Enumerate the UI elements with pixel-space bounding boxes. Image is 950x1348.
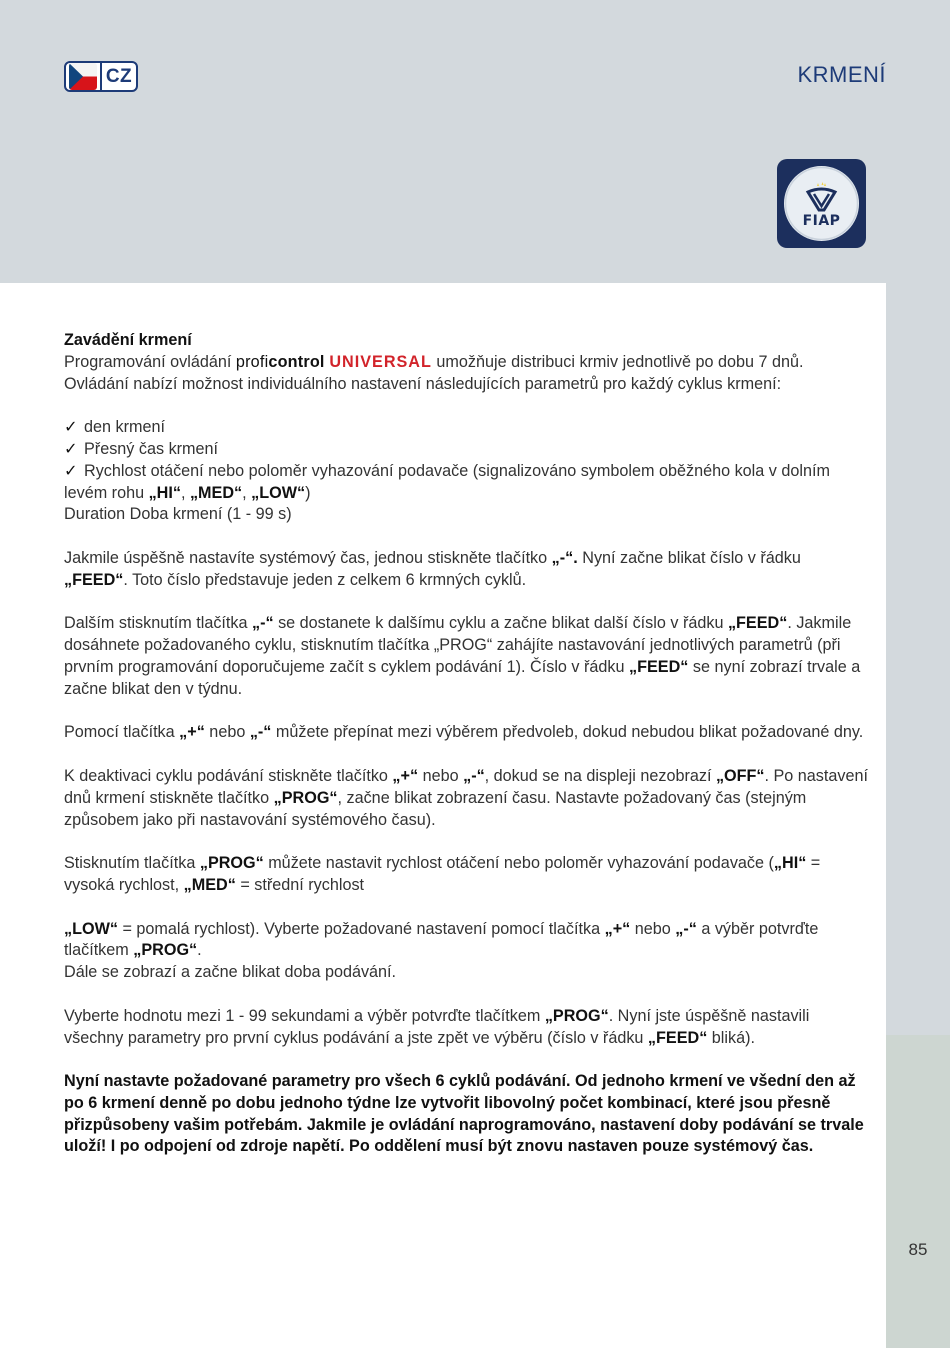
text: = vysoká rychlost, [64, 854, 821, 894]
brand-fi: fi [259, 352, 269, 371]
prog-key-label: „PROG“ [199, 854, 264, 873]
list-item-label: Přesný čas krmení [84, 439, 219, 458]
feed-label: „FEED“ [647, 1028, 708, 1047]
plus-key-label: „+“ [392, 766, 419, 785]
list-item [64, 461, 869, 505]
minus-key-label: „-“ [675, 919, 697, 938]
off-label: „OFF“ [715, 766, 765, 785]
paragraph-1 [64, 548, 869, 592]
med-label: „MED“ [183, 875, 236, 894]
section-title: KRMENÍ [797, 62, 886, 87]
brand-universal: UNIVERSAL [329, 352, 432, 371]
paragraph-6 [64, 919, 869, 963]
logo-text: FIAP [802, 213, 841, 229]
low-label: „LOW“ [64, 919, 118, 938]
list-item [64, 439, 869, 461]
text: nebo [630, 919, 676, 938]
hi-label: „HI“ [773, 854, 807, 873]
text: . [197, 941, 202, 960]
plus-key-label: „+“ [179, 723, 205, 742]
czech-flag-icon [69, 63, 97, 90]
text: bliká). [707, 1028, 755, 1047]
intro-paragraph [64, 352, 869, 396]
closing-paren: ) [305, 483, 311, 502]
text: nebo [204, 723, 250, 742]
page-heading: Zavádění krmení [64, 331, 192, 349]
text: . Jakmile dosáhnete požadovaného cyklu, stisknutím tlačítka „PROG“ zahájíte nastavování jednotlivých parametrů (při prvním programování doporučujeme začít s cyklem podávání 1). Číslo v řádku [64, 614, 852, 676]
final-paragraph: Nyní nastavte požadované parametry pro všech 6 cyklů podávání. Od jednoho krmení ve všední den až po 6 krmení denně po dobu jednoho týdne lze vytvořit libovolný počet kombinací, které jsou přesně přizpůsobeny vašim potřebám. Jakmile je ovládání naprogramováno, nastavení doby podávání se trvale uloží! I po odpojení od zdroje napětí. Po oddělení musí být znovu nastaven pouze systémový čas. [64, 1072, 864, 1156]
plus-key-label: „+“ [604, 919, 631, 938]
minus-key-label: „-“ [252, 614, 274, 633]
text: se dostanete k dalšímu cyklu a začne blikat další číslo v řádku [273, 614, 728, 633]
duration-line: Duration Doba krmení (1 - 99 s) [64, 505, 292, 524]
prog-key-label: „PROG“ [273, 788, 338, 807]
low-label: „LOW“ [251, 483, 306, 502]
spacer [64, 831, 869, 853]
minus-key-label: „-“. [551, 548, 578, 567]
text: Vyberte hodnotu mezi 1 - 99 sekundami a výběr potvrďte tlačítkem [64, 1006, 545, 1025]
med-label: „MED“ [189, 483, 243, 502]
intro-text-end: umožňuje distribuci krmiv jednotlivě po dobu 7 dnů. Ovládání nabízí možnost individuálního nastavení následujících parametrů pro každý cyklus krmení: [64, 352, 804, 393]
prog-key-label: „PROG“ [133, 941, 198, 960]
text: a výběr potvrďte tlačítkem [64, 919, 819, 960]
hi-label: „HI“ [148, 483, 181, 502]
text: můžete přepínat mezi výběrem předvoleb, dokud nebudou blikat požadované dny. [271, 723, 864, 742]
spacer [64, 897, 869, 919]
spacer [64, 744, 869, 766]
paragraph-5 [64, 853, 869, 897]
list-item-label: den krmení [84, 418, 165, 437]
spacer [64, 701, 869, 723]
separator: , [180, 483, 190, 502]
prog-key-label: „PROG“ [544, 1006, 609, 1025]
check-icon: ✓ [64, 418, 78, 437]
text: . Nyní jste úspěšně nastavili všechny parametry pro první cyklus podávání a jste zpět ve výběru (číslo v řádku [64, 1006, 810, 1047]
text: , začne blikat zobrazení času. Nastavte požadovaný čas (stejným způsobem jako při nastavování systémového času). [64, 788, 807, 829]
spacer [64, 984, 869, 1006]
minus-key-label: „-“ [463, 766, 485, 785]
minus-key-label: „-“ [249, 723, 272, 742]
text: Stisknutím tlačítka [64, 854, 200, 873]
main-content [64, 330, 869, 1158]
list-item [64, 417, 869, 439]
side-strip-lower [886, 1035, 950, 1348]
spacer [64, 526, 869, 548]
logo-circle [784, 166, 859, 241]
feed-label: „FEED“ [727, 614, 788, 633]
check-icon: ✓ [64, 439, 78, 458]
intro-text: Programování ovládání [64, 352, 236, 371]
brand-pro: pro [235, 352, 260, 371]
text: Nyní začne blikat číslo v řádku [577, 548, 801, 567]
spacer [64, 1049, 869, 1071]
text: Pomocí tlačítka [64, 723, 180, 742]
page-number: 85 [908, 1240, 928, 1259]
list-item-label: Rychlost otáčení nebo poloměr vyhazování podavače (signalizováno symbolem oběžného kola v dolním levém rohu [64, 461, 830, 502]
text: nebo [418, 766, 464, 785]
language-code: CZ [100, 63, 136, 90]
check-icon: ✓ [64, 461, 78, 480]
feed-label: „FEED“ [64, 570, 124, 589]
text: . Po nastavení dnů krmení stiskněte tlačítko [64, 766, 868, 807]
spacer [64, 395, 869, 417]
feed-label: „FEED“ [629, 657, 689, 676]
separator: , [242, 483, 252, 502]
fiap-logo-icon [777, 159, 866, 248]
brand-control: control [268, 352, 325, 371]
text: Dalším stisknutím tlačítka [64, 614, 252, 633]
language-badge [64, 61, 138, 92]
text: se nyní zobrazí trvale a začne blikat den v týdnu. [64, 657, 861, 698]
brand-name [236, 353, 432, 371]
paragraph-2 [64, 613, 869, 700]
paragraph-4 [64, 766, 869, 831]
text: K deaktivaci cyklu podávání stiskněte tlačítko [64, 766, 393, 785]
paragraph-6-line-2: Dále se zobrazí a začne blikat doba podávání. [64, 963, 397, 982]
text: Jakmile úspěšně nastavíte systémový čas, jednou stiskněte tlačítko [64, 548, 552, 567]
text: můžete nastavit rychlost otáčení nebo poloměr vyhazování podavače ( [263, 854, 774, 873]
paragraph-3 [64, 722, 869, 744]
paragraph-7 [64, 1006, 869, 1050]
text: = střední rychlost [235, 875, 365, 894]
text: . Toto číslo představuje jeden z celkem 6 krmných cyklů. [123, 570, 527, 589]
spacer [64, 592, 869, 614]
parameter-list [64, 417, 869, 504]
text: , dokud se na displeji nezobrazí [484, 766, 716, 785]
text: = pomalá rychlost). Vyberte požadované nastavení pomocí tlačítka [117, 919, 605, 938]
